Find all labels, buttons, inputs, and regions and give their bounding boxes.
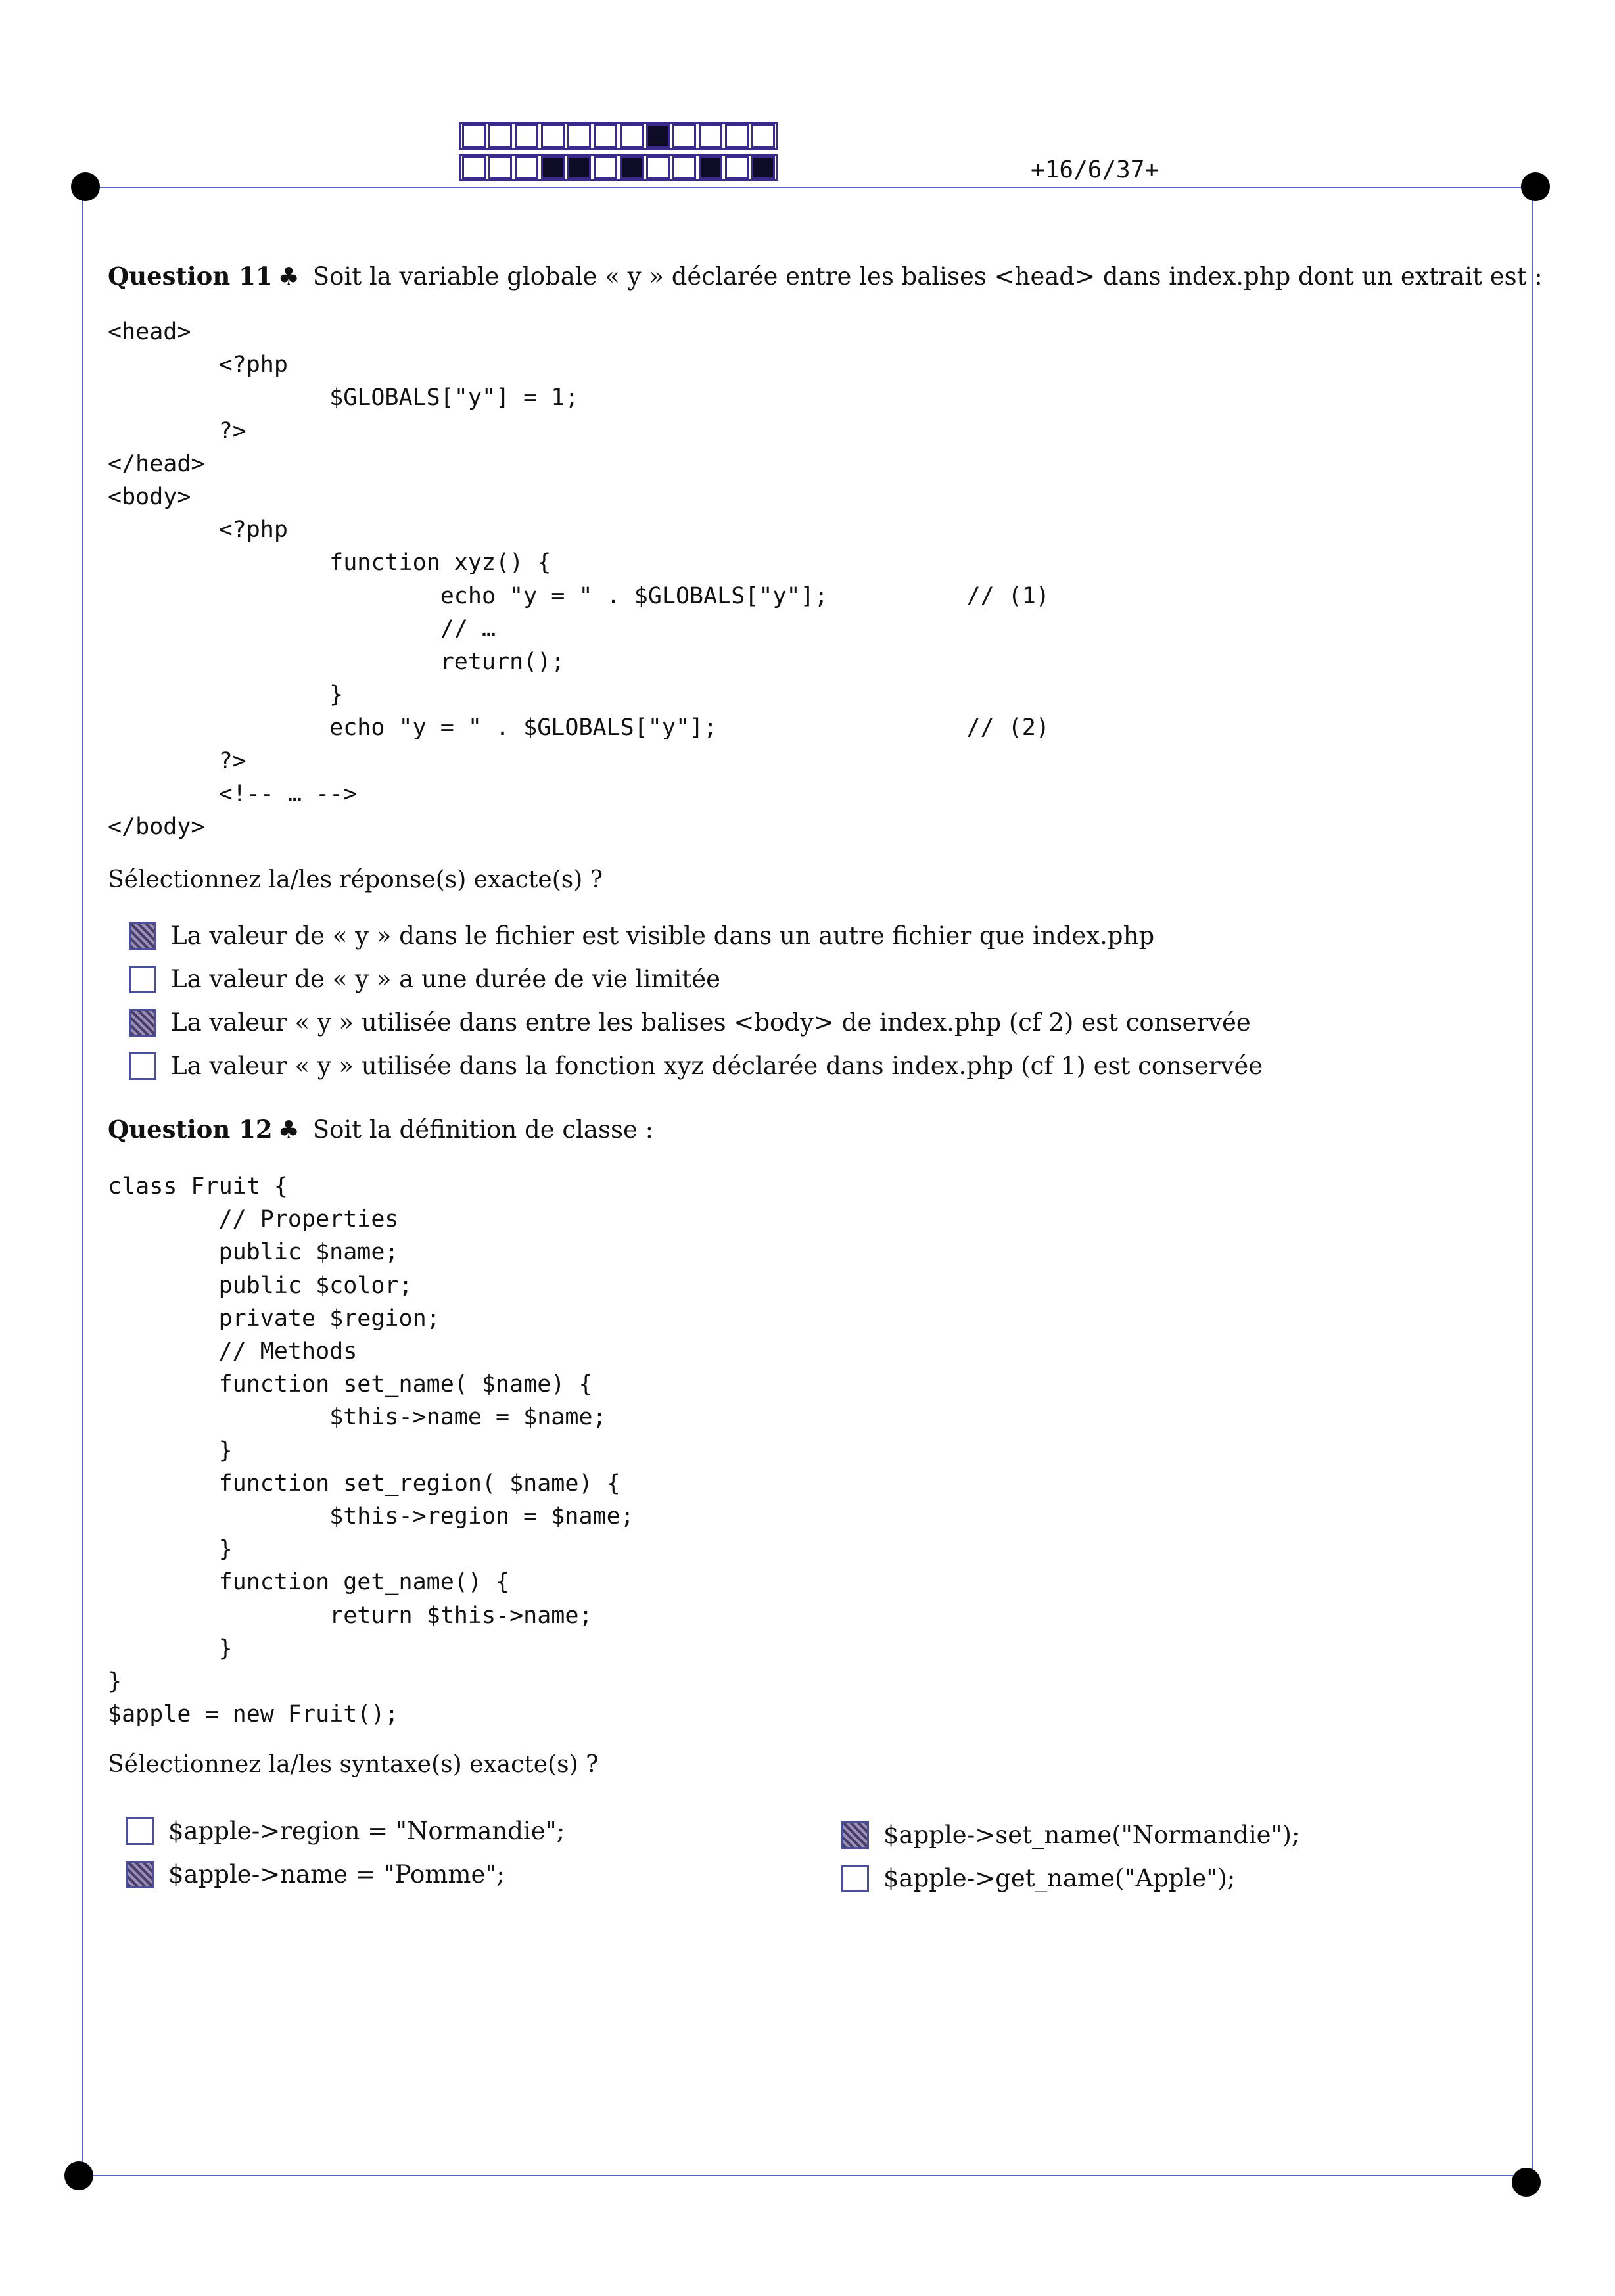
code-bit-box [594, 156, 617, 179]
question-12-prompt: Sélectionnez la/les syntaxe(s) exacte(s) ? [108, 1751, 599, 1778]
question-11-label: Question 11 [108, 262, 273, 291]
code-bit-box [515, 156, 538, 179]
code-bit-box [699, 124, 722, 148]
code-bit-box [515, 124, 538, 148]
q11-option-2-checkbox[interactable] [129, 966, 156, 993]
code-bit-box [462, 124, 486, 148]
q12-option-3[interactable] [841, 1821, 1299, 1849]
q12-option-4-label: $apple->get_name("Apple"); [883, 1864, 1236, 1892]
code-bit-box [488, 156, 512, 179]
question-12-code: class Fruit { // Properties public $name; public $color; private $region; // Methods function set_name( $name) { $this->name = $name; } function set_region( $name) { $this->region = $name; } function get_name() { return $this->name; } } $apple = new Fruit(); [108, 1173, 634, 1728]
code-bit-box [488, 124, 512, 148]
q12-option-3-checkbox[interactable] [841, 1821, 869, 1849]
q12-option-4-checkbox[interactable] [841, 1865, 869, 1892]
q11-option-4[interactable] [129, 1052, 1263, 1080]
frame-right-line [1532, 187, 1533, 2177]
corner-mark-top-right [1521, 172, 1550, 201]
q11-option-1-checkbox[interactable] [129, 922, 156, 950]
frame-top-line [85, 187, 1537, 188]
question-12-header [108, 1115, 653, 1144]
question-12-label: Question 12 [108, 1115, 273, 1144]
corner-mark-bottom-left [64, 2161, 93, 2190]
code-bit-box [751, 156, 775, 179]
question-11-text: Soit la variable globale « y » déclarée entre les balises <head> dans index.php dont un extrait est : [312, 262, 1543, 291]
corner-mark-bottom-right [1512, 2168, 1541, 2197]
club-icon: ♣ [277, 1115, 300, 1144]
q11-option-4-checkbox[interactable] [129, 1052, 156, 1080]
code-bit-box [620, 124, 644, 148]
code-bit-box [646, 124, 670, 148]
code-bit-box [541, 124, 565, 148]
code-bit-box [672, 124, 696, 148]
code-bit-box [725, 124, 749, 148]
page-identifier: +16/6/37+ [1031, 156, 1159, 183]
code-bit-box [462, 156, 486, 179]
question-12-text: Soit la définition de classe : [312, 1115, 654, 1144]
code-bit-box [751, 124, 775, 148]
code-bit-box [594, 124, 617, 148]
q11-option-3-checkbox[interactable] [129, 1009, 156, 1037]
code-bit-box [725, 156, 749, 179]
q12-option-1[interactable] [126, 1817, 565, 1845]
code-bit-box [672, 156, 696, 179]
club-icon: ♣ [277, 262, 300, 291]
q12-option-3-label: $apple->set_name("Normandie"); [883, 1821, 1300, 1849]
q12-option-1-label: $apple->region = "Normandie"; [168, 1817, 565, 1845]
q11-option-1-label: La valeur de « y » dans le fichier est visible dans un autre fichier que index.php [171, 922, 1155, 950]
q12-option-4[interactable] [841, 1864, 1235, 1892]
q11-option-3-label: La valeur « y » utilisée dans entre les balises <body> de index.php (cf 2) est conservée [171, 1008, 1251, 1037]
page-code-boxes-row-1 [459, 122, 778, 150]
page-code-boxes-row-2 [459, 154, 778, 181]
q11-option-2-label: La valeur de « y » a une durée de vie limitée [171, 965, 721, 993]
q12-option-2-label: $apple->name = "Pomme"; [168, 1860, 505, 1888]
q11-option-2[interactable] [129, 965, 720, 993]
q11-option-3[interactable] [129, 1008, 1251, 1037]
q11-option-1[interactable] [129, 922, 1154, 950]
q12-option-2-checkbox[interactable] [126, 1861, 154, 1888]
question-11-header [108, 262, 1543, 291]
question-11-code: <head> <?php $GLOBALS["y"] = 1; ?> </head> <body> <?php function xyz() { echo "y = " . $GLOBALS["y"]; // (1) // … return(); } echo "y = " . $GLOBALS["y"]; // (2) ?> <!-- … --> </body> [108, 319, 1050, 841]
frame-left-line [82, 187, 83, 2177]
code-bit-box [567, 156, 591, 179]
q11-option-4-label: La valeur « y » utilisée dans la fonction xyz déclarée dans index.php (cf 1) est conservée [171, 1052, 1263, 1080]
question-11-prompt: Sélectionnez la/les réponse(s) exacte(s) ? [108, 866, 603, 893]
code-bit-box [567, 124, 591, 148]
corner-mark-top-left [71, 172, 100, 201]
code-bit-box [699, 156, 722, 179]
q12-option-1-checkbox[interactable] [126, 1817, 154, 1845]
q12-option-2[interactable] [126, 1860, 505, 1888]
frame-bottom-line [79, 2175, 1530, 2176]
code-bit-box [646, 156, 670, 179]
code-bit-box [620, 156, 644, 179]
code-bit-box [541, 156, 565, 179]
